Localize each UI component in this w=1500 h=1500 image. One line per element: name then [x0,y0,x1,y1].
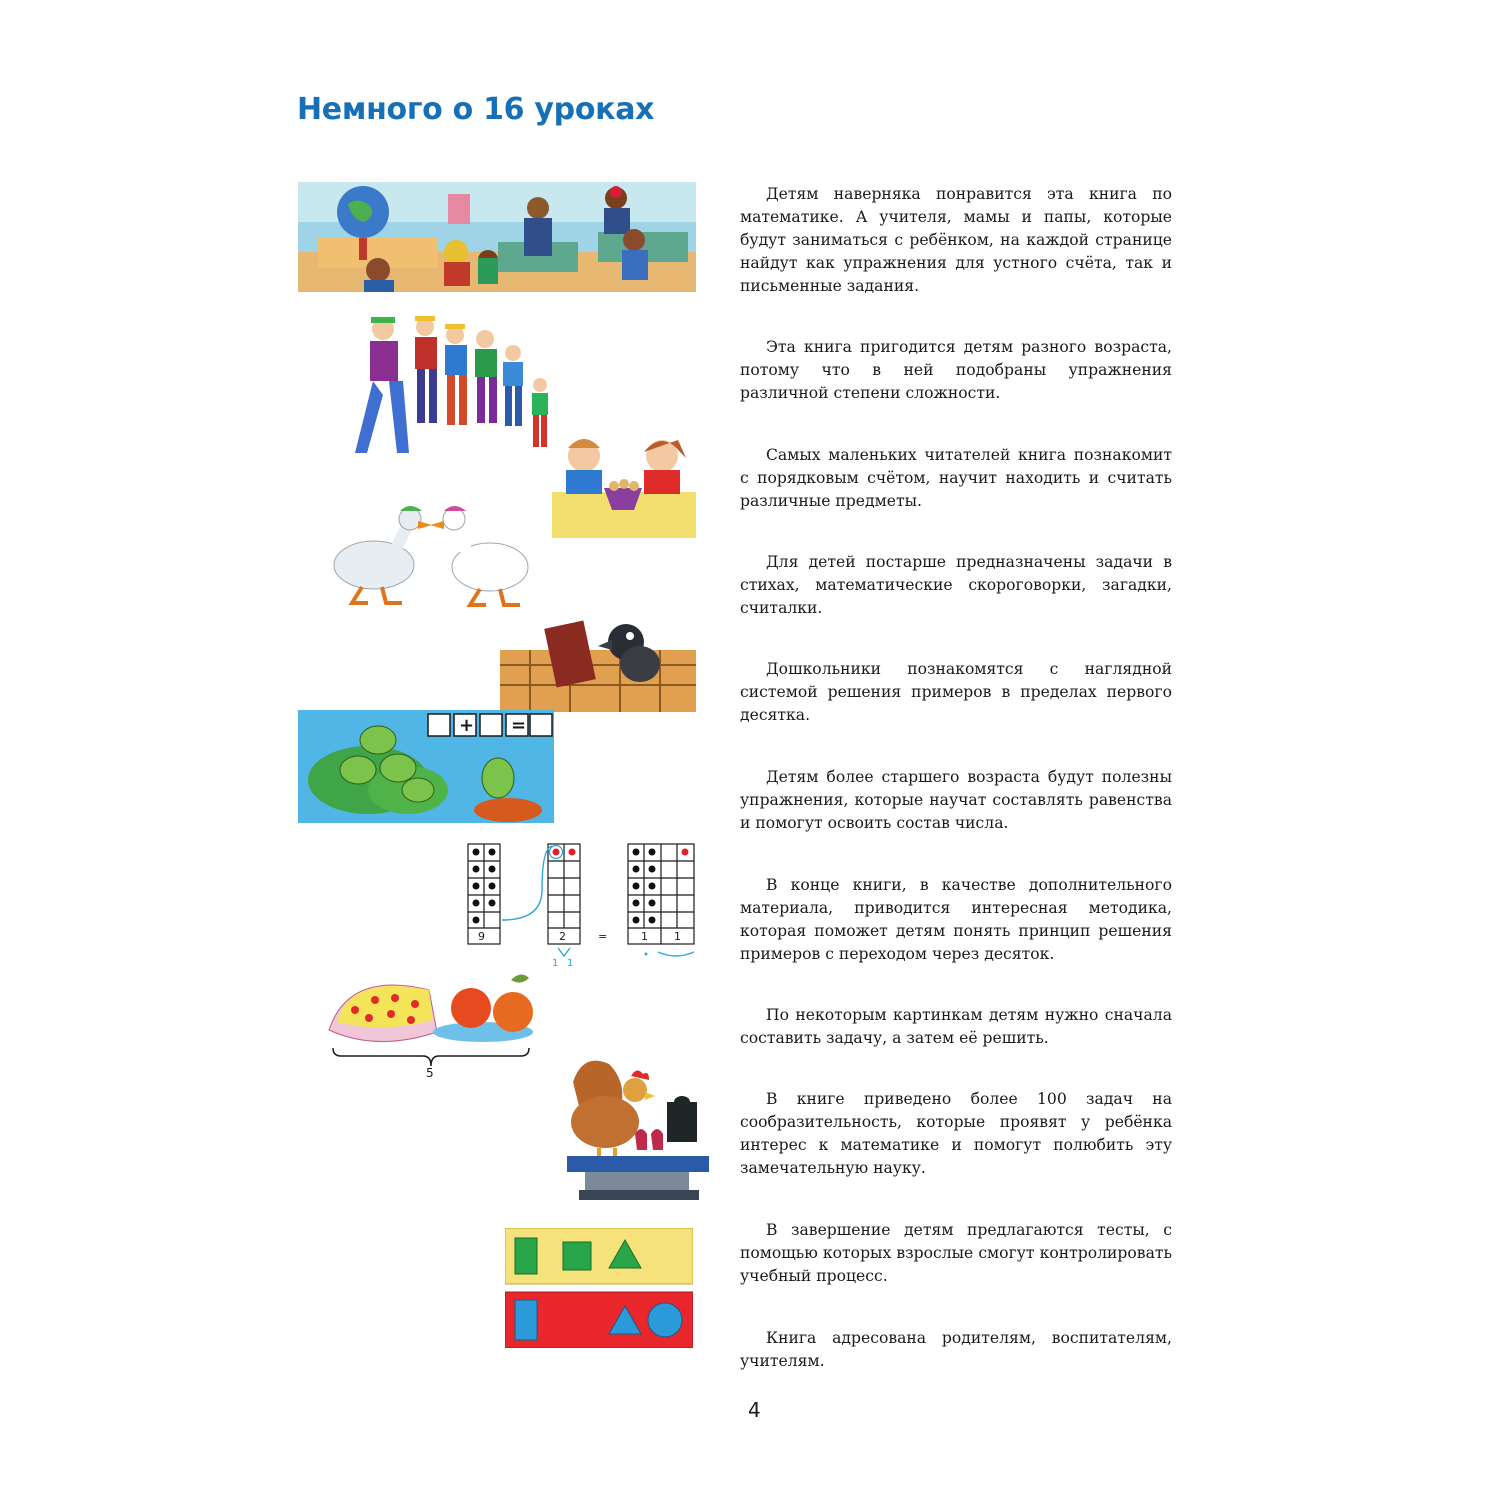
dot-split-one-b: 1 [567,958,574,969]
dot-label-equals: = [598,930,608,943]
dot-label-one-a: 1 [641,930,648,943]
dot-split-one-a: 1 [552,958,559,969]
paragraph-ages: Эта книга пригодится детям разного возраста, потому что в ней подобраны упражнения различной степени сложности. [740,338,1172,402]
paragraph-audience: Книга адресована родителям, воспитателям, учителям. [740,1329,1172,1370]
classroom-illustration [298,182,696,292]
plus-sign: + [459,715,475,736]
frogs-equation-illustration [298,710,554,823]
dot-diagram-illustration [466,840,698,972]
paragraph-youngest: Самых маленьких читателей книга познакомит с порядковым счётом, научит находить и считать различные предметы. [740,446,1172,510]
dot-label-nine: 9 [478,930,485,943]
paragraph-intro: Детям наверняка понравится эта книга по математике. А учителя, мамы и папы, которые будут заниматься с ребёнком, на каждой странице найдут как упражнения для устного счёта, так и письменные задания. [740,185,1172,295]
paragraph-pictures: По некоторым картинкам детям нужно сначала составить задачу, а затем её решить. [740,1006,1172,1047]
paragraph-method: В конце книги, в качестве дополнительного материала, приводится интересная методика, которая поможет детям понять принцип решения примеров с переходом через десяток. [740,876,1172,963]
paragraph-puzzles: В книге приведено более 100 задач на сообразительность, которые проявят у ребёнка интерес к математике и помогут полюбить эту замечательную науку. [740,1090,1172,1177]
dot-label-two: 2 [559,930,566,943]
crow-fence-illustration [500,620,696,712]
page-number: 4 [748,1398,761,1422]
children-walking-illustration [345,313,555,463]
paragraph-equalities: Детям более старшего возраста будут полезны упражнения, которые научат составлять равенства и помогут освоить состав числа. [740,768,1172,832]
paragraph-tests: В завершение детям предлагаются тесты, с помощью которых взрослые смогут контролировать учебный процесс. [740,1221,1172,1285]
equals-sign: = [511,715,527,736]
geese-illustration [322,505,537,610]
page-title: Немного о 16 уроках [297,92,655,127]
food-sum-illustration [325,960,535,1085]
shapes-test-illustration [505,1228,693,1348]
children-table-illustration [552,432,696,538]
paragraph-preschoolers: Дошкольники познакомятся с наглядной системой решения примеров в пределах первого десятка. [740,660,1172,724]
paragraph-older: Для детей постарше предназначены задачи в стихах, математические скороговорки, загадки, считалки. [740,553,1172,617]
food-sum-label: 5 [426,1066,434,1080]
dot-label-one-b: 1 [674,930,681,943]
rooster-scales-illustration [565,1052,711,1210]
